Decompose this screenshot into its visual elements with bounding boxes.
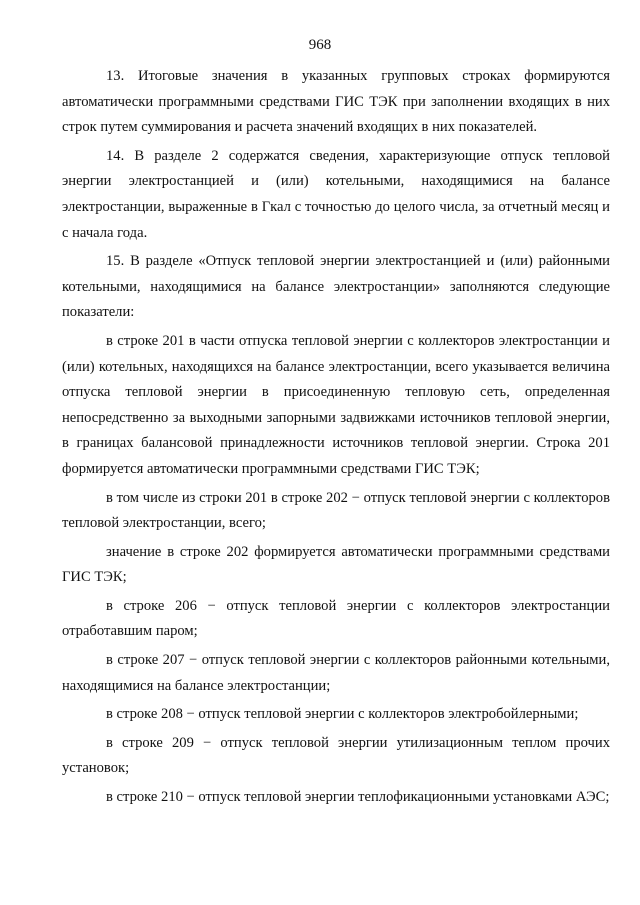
- line-201-description: в строке 201 в части отпуска тепловой энергии с коллекторов электростанции и (или) котельных, находящихся на балансе электростанции, всего указывается величина отпуска тепловой энергии в присоединенную тепловую сеть, определенная непосредственно за выходными запорными задвижками источников тепловой энергии, в границах балансовой принадлежности источников тепловой энергии. Строка 201 формируется автоматически программными средствами ГИС ТЭК;: [62, 332, 610, 477]
- document-body: [62, 64, 610, 811]
- line-209-description: в строке 209 − отпуск тепловой энергии утилизационным теплом прочих установок;: [62, 734, 610, 777]
- line-210-description: в строке 210 − отпуск тепловой энергии теплофикационными установками АЭС;: [106, 789, 610, 806]
- paragraph-13: 13. Итоговые значения в указанных групповых строках формируются автоматически программными средствами ГИС ТЭК при заполнении входящих в них строк путем суммирования и расчета значений входящих в них показателей.: [62, 68, 610, 136]
- line-207-description: в строке 207 − отпуск тепловой энергии с коллекторов районными котельными, находящимися на балансе электростанции;: [62, 652, 610, 694]
- paragraph-15: 15. В разделе «Отпуск тепловой энергии электростанцией и (или) районными котельными, находящимися на балансе электростанции» заполняются следующие показатели:: [62, 253, 610, 321]
- paragraph-14: 14. В разделе 2 содержатся сведения, характеризующие отпуск тепловой энергии электростанцией и (или) котельными, находящимися на балансе электростанции, выраженные в Гкал с точностью до целого числа, за отчетный месяц и с начала года.: [62, 147, 610, 241]
- line-208-description: в строке 208 − отпуск тепловой энергии с коллекторов электробойлерными;: [106, 706, 579, 723]
- line-202-description: в том числе из строки 201 в строке 202 − отпуск тепловой энергии с коллекторов тепловой электростанции, всего;: [62, 489, 610, 532]
- line-206-description: в строке 206 − отпуск тепловой энергии с коллекторов электростанции отработавшим паром;: [62, 597, 610, 640]
- line-202-formation: значение в строке 202 формируется автоматически программными средствами ГИС ТЭК;: [62, 543, 610, 586]
- page-number: 968: [308, 37, 332, 53]
